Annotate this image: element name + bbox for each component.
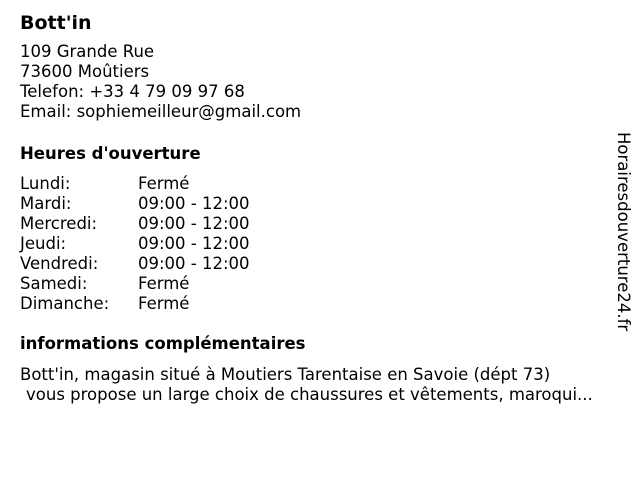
address-street: 109 Grande Rue bbox=[20, 42, 155, 61]
hours-day: Dimanche: bbox=[20, 294, 110, 313]
hours-row-mardi bbox=[20, 194, 250, 214]
hours-time: 09:00 - 12:00 bbox=[138, 194, 250, 213]
info-heading: informations complémentaires bbox=[20, 334, 306, 353]
hours-time: Fermé bbox=[138, 274, 190, 293]
business-card bbox=[20, 10, 610, 404]
hours-row-samedi bbox=[20, 274, 250, 294]
hours-day: Samedi: bbox=[20, 274, 88, 293]
phone-number: Telefon: +33 4 79 09 97 68 bbox=[20, 82, 245, 101]
site-watermark: Horairesdouverture24.fr bbox=[614, 132, 633, 332]
hours-row-lundi bbox=[20, 174, 250, 194]
hours-day: Jeudi: bbox=[20, 234, 67, 253]
hours-day: Mardi: bbox=[20, 194, 72, 213]
info-line-2: vous propose un large choix de chaussures et vêtements, maroqui... bbox=[26, 385, 593, 404]
hours-row-vendredi bbox=[20, 254, 250, 274]
hours-row-dimanche bbox=[20, 294, 250, 314]
info-line-1: Bott'in, magasin situé à Moutiers Tarentaise en Savoie (dépt 73) bbox=[20, 365, 551, 384]
hours-row-jeudi bbox=[20, 234, 250, 254]
hours-day: Lundi: bbox=[20, 174, 71, 193]
address-block bbox=[20, 42, 610, 122]
hours-time: Fermé bbox=[138, 174, 190, 193]
hours-time: 09:00 - 12:00 bbox=[138, 254, 250, 273]
hours-row-mercredi bbox=[20, 214, 250, 234]
address-city: 73600 Moûtiers bbox=[20, 62, 150, 81]
hours-day: Mercredi: bbox=[20, 214, 98, 233]
hours-time: Fermé bbox=[138, 294, 190, 313]
hours-time: 09:00 - 12:00 bbox=[138, 234, 250, 253]
business-name: Bott'in bbox=[20, 12, 92, 34]
email-address: Email: sophiemeilleur@gmail.com bbox=[20, 102, 302, 121]
hours-table bbox=[20, 174, 250, 314]
hours-heading: Heures d'ouverture bbox=[20, 144, 201, 163]
hours-time: 09:00 - 12:00 bbox=[138, 214, 250, 233]
info-description bbox=[20, 365, 593, 405]
hours-day: Vendredi: bbox=[20, 254, 99, 273]
